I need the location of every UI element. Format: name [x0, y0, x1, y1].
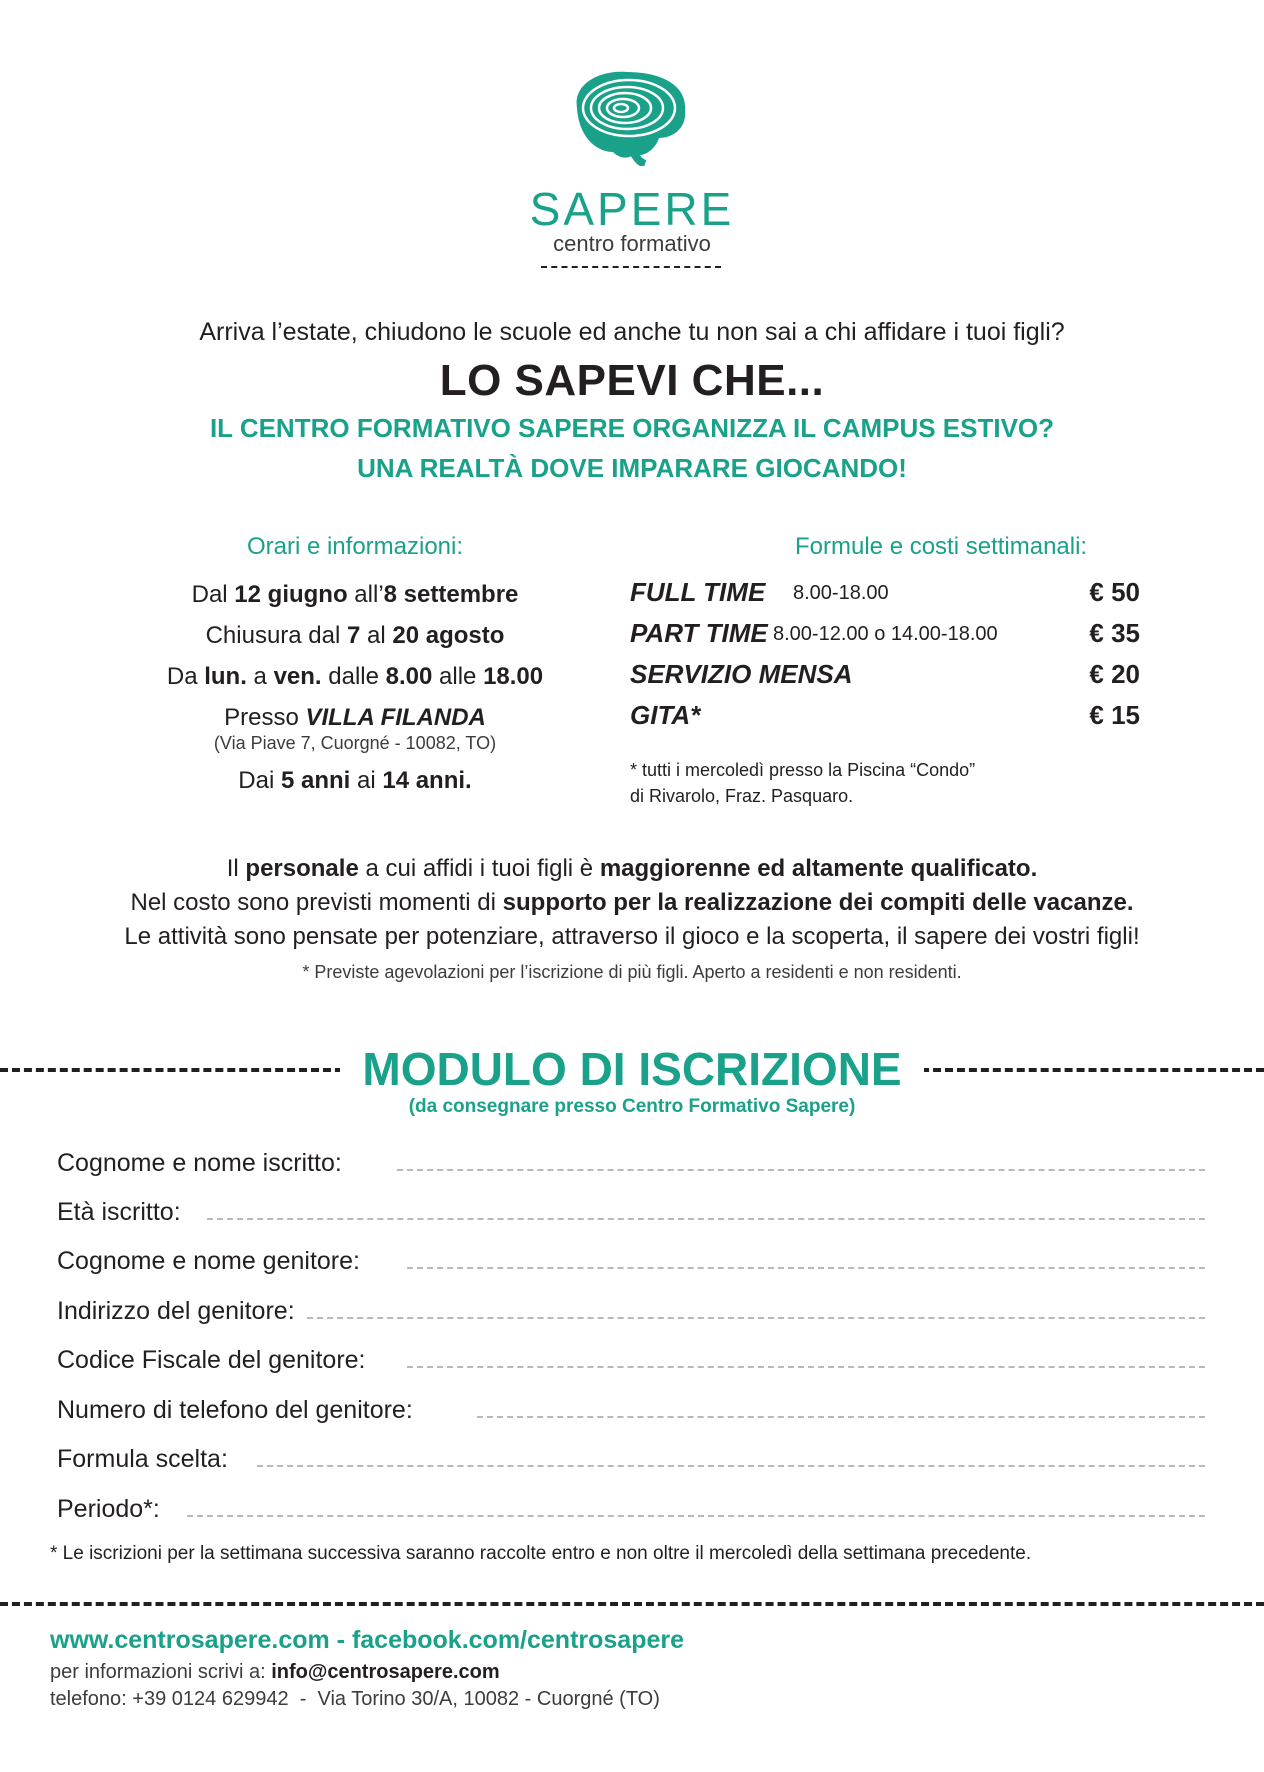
- cut-line-bottom: [0, 1602, 1264, 1606]
- subheadline-2: UNA REALTÀ DOVE IMPARARE GIOCANDO!: [357, 453, 907, 483]
- field-telefono-genitore[interactable]: Numero di telefono del genitore:: [57, 1392, 1205, 1428]
- orari-title: Orari e informazioni:: [246, 533, 464, 560]
- website-link[interactable]: www.centrosapere.com: [50, 1626, 330, 1654]
- orario-row: Da lun. a ven. dalle 8.00 alle 18.00: [166, 663, 544, 690]
- formula-name: SERVIZIO MENSA: [630, 659, 853, 689]
- gita-footnote-location: di Rivarolo, Fraz. Pasquaro.: [630, 786, 854, 806]
- gita-footnote: * tutti i mercoledì presso la Piscina “Condo”: [630, 760, 976, 780]
- formula-row: [630, 697, 1140, 738]
- address: Via Torino 30/A, 10082 - Cuorgné (TO): [317, 1688, 660, 1710]
- footer-contacts: telefono: +39 0124 629942 - Via Torino 30/A, 10082 - Cuorgné (TO): [50, 1688, 660, 1710]
- formula-price: € 35: [1089, 618, 1140, 648]
- field-indirizzo-genitore[interactable]: Indirizzo del genitore:: [57, 1293, 1205, 1329]
- footer-info: per informazioni scrivi a: info@centrosapere.com: [50, 1661, 500, 1683]
- modulo-subtitle: (da consegnare presso Centro Formativo Sapere): [408, 1096, 856, 1117]
- formula-row: [630, 656, 1140, 697]
- formula-price: € 20: [1089, 659, 1140, 689]
- brand-name: SAPERE: [529, 183, 735, 235]
- formula-time: 8.00-12.00 o 14.00-18.00: [773, 623, 998, 645]
- costo-paragraph: Nel costo sono previsti momenti di supporto per la realizzazione dei compiti delle vacanze.: [130, 889, 1134, 916]
- formule-section: [630, 532, 1140, 806]
- email-link[interactable]: info@centrosapere.com: [271, 1661, 500, 1683]
- headline: LO SAPEVI CHE...: [439, 356, 825, 405]
- date-row: Dal 12 giugno all’8 settembre: [191, 581, 519, 608]
- eta-row: Dai 5 anni ai 14 anni.: [238, 767, 472, 794]
- formula-price: € 15: [1089, 700, 1140, 730]
- field-periodo[interactable]: Periodo*:: [57, 1491, 1205, 1527]
- brand-subtitle: centro formativo: [553, 231, 711, 256]
- modulo-title: MODULO DI ISCRIZIONE: [340, 1044, 924, 1094]
- footer-links: www.centrosapere.com - facebook.com/centrosapere: [50, 1626, 685, 1654]
- formula-row: [630, 574, 1140, 615]
- orari-section: [140, 532, 570, 801]
- attivita-paragraph: Le attività sono pensate per potenziare, attraverso il gioco e la scoperta, il sapere dei vostri figli!: [124, 923, 1140, 950]
- brand-divider: [541, 266, 721, 268]
- formula-name: FULL TIME: [630, 577, 766, 607]
- indirizzo-row: (Via Piave 7, Cuorgné - 10082, TO): [213, 733, 497, 753]
- facebook-link[interactable]: facebook.com/centrosapere: [351, 1626, 685, 1654]
- intro-question: Arriva l’estate, chiudono le scuole ed anche tu non sai a chi affidare i tuoi figli?: [199, 318, 1065, 346]
- formula-name: PART TIME: [630, 618, 768, 648]
- field-formula-scelta[interactable]: Formula scelta:: [57, 1441, 1205, 1477]
- formula-name: GITA*: [630, 700, 701, 730]
- field-codice-fiscale-genitore[interactable]: Codice Fiscale del genitore:: [57, 1342, 1205, 1378]
- formula-row: [630, 615, 1140, 656]
- iscrizioni-note: * Le iscrizioni per la settimana successiva saranno raccolte entro e non oltre il mercoledì della settimana precedente.: [50, 1543, 1032, 1564]
- formula-time: 8.00-18.00: [793, 582, 889, 604]
- brain-logo-icon: [567, 66, 692, 166]
- agevolazioni-note: * Previste agevolazioni per l’iscrizione di più figli. Aperto a residenti e non residenti.: [302, 962, 962, 982]
- field-cognome-nome-genitore[interactable]: Cognome e nome genitore:: [57, 1243, 1205, 1279]
- formule-title: Formule e costi settimanali:: [795, 533, 1088, 560]
- chiusura-row: Chiusura dal 7 al 20 agosto: [205, 622, 505, 649]
- field-eta-iscritto[interactable]: Età iscritto:: [57, 1194, 1205, 1230]
- subheadline-1: IL CENTRO FORMATIVO SAPERE ORGANIZZA IL CAMPUS ESTIVO?: [209, 413, 1055, 443]
- field-cognome-nome-iscritto[interactable]: Cognome e nome iscritto:: [57, 1145, 1205, 1181]
- formula-price: € 50: [1089, 577, 1140, 607]
- phone-number: +39 0124 629942: [132, 1688, 289, 1710]
- presso-row: Presso VILLA FILANDA: [224, 704, 486, 731]
- personale-paragraph: Il personale a cui affidi i tuoi figli è maggiorenne ed altamente qualificato.: [226, 855, 1038, 882]
